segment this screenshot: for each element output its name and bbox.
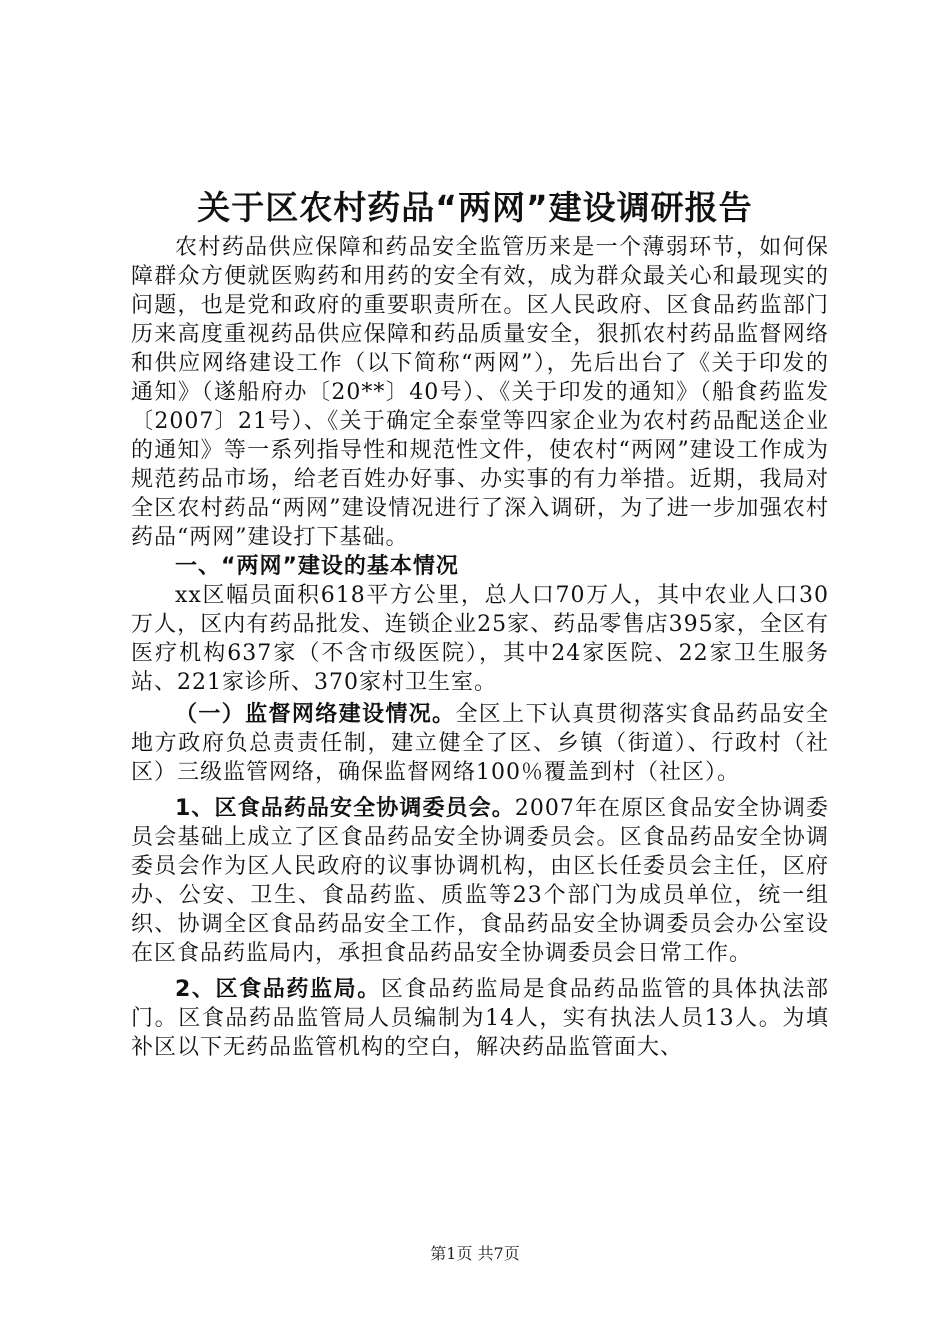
document-body	[131, 233, 829, 1062]
document-title: 关于区农村药品“两网”建设调研报告	[197, 188, 753, 227]
intro-paragraph: 农村药品供应保障和药品安全监管历来是一个薄弱环节，如何保障群众方便就医购药和用药的安全有效，成为群众最关心和最现实的问题，也是党和政府的重要职责所在。区人民政府、区食品药监部门历来高度重视药品供应保障和药品质量安全，狠抓农村药品监督网络和供应网络建设工作（以下简称“两网”），先后出台了《关于印发的通知》（遂船府办〔20**〕40号）、《关于印发的通知》（船食药监发〔2007〕21号）、《关于确定全泰堂等四家企业为农村药品配送企业的通知》等一系列指导性和规范性文件，使农村“两网”建设工作成为规范药品市场，给老百姓办好事、办实事的有力举措。近期，我局对全区农村药品“两网”建设情况进行了深入调研，为了进一步加强农村药品“两网”建设打下基础。	[131, 235, 829, 550]
page-number: 第1页 共7页	[430, 1244, 520, 1263]
subsection-lead: （一）监督网络建设情况。	[175, 702, 456, 727]
item-paragraph	[131, 975, 829, 1062]
section-heading: 一、“两网”建设的基本情况	[175, 554, 459, 579]
subsection-text: 全区上下认真贯彻落实食品药品安全地方政府负总责责任制，建立健全了区、乡镇（街道）、行政村（社区）三级监管网络，确保监督网络100％覆盖到村（社区）。	[131, 702, 829, 785]
item-text: 2007年在原区食品安全协调委员会基础上成立了区食品药品安全协调委员会。区食品药品安全协调委员会作为区人民政府的议事协调机构，由区长任委员会主任，区府办、公安、卫生、食品药监、质监等23个部门为成员单位，统一组织、协调全区食品药品安全工作，食品药品安全协调委员会办公室设在区食品药监局内，承担食品药品安全协调委员会日常工作。	[131, 796, 829, 966]
item-lead: 2、区食品药监局。	[175, 977, 381, 1002]
item-paragraph	[131, 794, 829, 968]
subsection-paragraph	[131, 700, 829, 787]
section-paragraph: xx区幅员面积618平方公里，总人口70万人，其中农业人口30万人，区内有药品批发、连锁企业25家、药品零售店395家，全区有医疗机构637家（不含市级医院），其中24家医院、22家卫生服务站、221家诊所、370家村卫生室。	[131, 583, 829, 695]
item-text: 区食品药监局是食品药品监管的具体执法部门。区食品药品监管局人员编制为14人，实有执法人员13人。为填补区以下无药品监管机构的空白，解决药品监管面大、	[131, 977, 829, 1060]
item-lead: 1、区食品药品安全协调委员会。	[175, 796, 515, 821]
